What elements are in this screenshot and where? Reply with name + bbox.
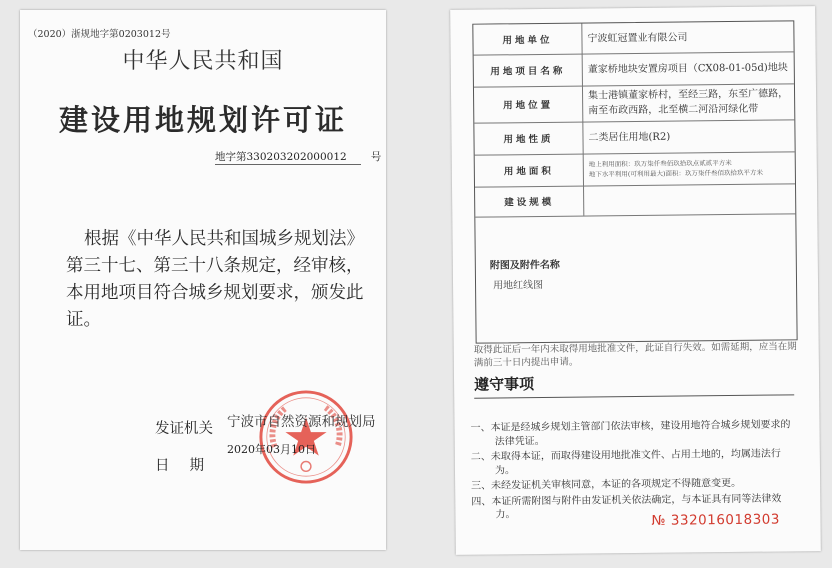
- serial-number: № 332016018303: [651, 511, 781, 529]
- row-label: 用地单位: [473, 24, 582, 55]
- divider: [474, 394, 794, 398]
- rules-list: [470, 418, 796, 524]
- certificate-body: 根据《中华人民共和国城乡规划法》第三十七、第三十八条规定，经审核，本用地项目符合城乡规划要求，颁发此证。: [66, 229, 364, 330]
- country-name: 中华人民共和国: [122, 49, 284, 74]
- cert-number-value: 330203202000012: [246, 151, 347, 163]
- table-row: [474, 119, 794, 155]
- permit-code: （2020）浙规地字第0203012号: [28, 29, 171, 40]
- attachment-item: 用地红线图: [492, 279, 544, 292]
- row-label: 建设规模: [475, 186, 584, 217]
- rules-title: 遵守事项: [473, 375, 535, 394]
- row-value: 二类居住用地(R2): [588, 131, 671, 143]
- row-value: 宁波虹冠置业有限公司: [587, 31, 688, 44]
- certificate-number: [215, 149, 381, 165]
- official-seal-icon: [257, 388, 355, 486]
- attachments-title: 附图及附件名称: [489, 259, 560, 272]
- area-underground: 地下水平利用(可利用最大)面积：玖万柒仟叁佰玖拾玖平方米: [588, 168, 763, 179]
- issue-date: 2020年03月10日: [227, 443, 316, 456]
- validity-note: 取得此证后一年内未取得用地批准文件，此证自行失效。如需延期，应当在期满前三十日内提出申请。: [473, 341, 797, 369]
- table-row: [474, 83, 794, 123]
- rule-item: 一、本证是经城乡规划主管部门依法审核，建设用地符合城乡规划要求的法律凭证。: [470, 419, 791, 447]
- page-title: 建设用地规划许可证: [58, 103, 347, 137]
- rule-item: 三、未经发证机关审核同意，本证的各项规定不得随意变更。: [471, 477, 742, 492]
- row-value: [589, 151, 791, 185]
- row-label: 用地项目名称: [474, 54, 583, 87]
- issuer-name: 宁波市自然资源和规划局: [227, 414, 376, 430]
- certificate-detail-page: [450, 6, 821, 555]
- cert-suffix: 号: [370, 151, 382, 163]
- row-value: [589, 183, 791, 215]
- rule-item: 二、未取得本证，而取得建设用地批准文件、占用土地的，均属违法行为。: [470, 448, 781, 476]
- rule-item: 四、本证所需附图与附件由发证机关依法确定，与本证具有同等法律效力。: [471, 492, 782, 521]
- row-label: 用地位置: [474, 86, 583, 123]
- area-above-ground: 地上利用面积：玖万柒仟叁佰玖拾玖点贰贰平方米: [588, 158, 732, 169]
- table-row: [475, 151, 795, 187]
- row-value: 董家桥地块安置房项目（CX08-01-05d)地块: [587, 61, 788, 75]
- issuer-label: 发证机关: [155, 421, 213, 437]
- certificate-front-page: [20, 10, 386, 550]
- cert-prefix: 地字第: [215, 151, 247, 163]
- date-label: 日期: [155, 458, 224, 474]
- land-info-table: [472, 20, 797, 343]
- row-value: 集士港镇董家桥村，至经三路，东至广德路，南至布政西路，北至横二河沿河绿化带: [588, 88, 789, 117]
- table-row: [474, 51, 794, 87]
- row-label: 用地面积: [475, 154, 584, 187]
- row-label: 用地性质: [474, 122, 583, 155]
- table-row: [475, 183, 795, 217]
- table-row: [473, 21, 793, 55]
